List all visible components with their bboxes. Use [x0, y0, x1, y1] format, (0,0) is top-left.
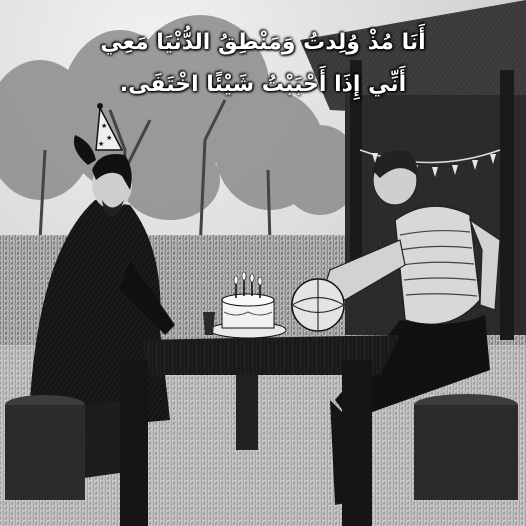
cup: [203, 312, 215, 335]
svg-text:★: ★: [101, 122, 108, 130]
round-lantern: [292, 279, 344, 331]
stool-right: [414, 394, 518, 500]
caption-line-2: أَنِّي إِذَا أَحْبَبْتُ شَيْئًا اخْتَفَى.: [119, 72, 407, 97]
svg-text:★: ★: [106, 134, 113, 142]
arabic-caption: [0, 22, 526, 106]
caption-line-1: أَنَا مُذْ وُلِدتُ وَمَنْطِقُ الدُّنْيَا مَعِي: [100, 30, 426, 55]
svg-text:★: ★: [98, 140, 105, 148]
stool-left: [5, 395, 85, 500]
